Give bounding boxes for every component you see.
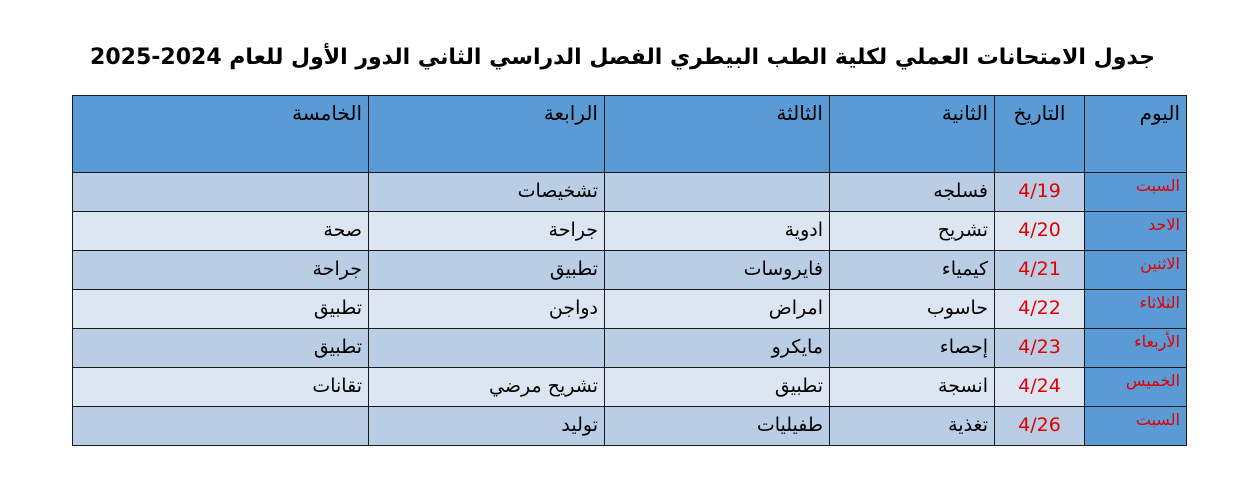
date-cell: 4/22 xyxy=(995,290,1085,329)
fifth-cell xyxy=(73,407,369,446)
fourth-cell xyxy=(369,329,605,368)
date-cell: 4/26 xyxy=(995,407,1085,446)
table-row xyxy=(73,290,1187,329)
day-cell: الثلاثاء xyxy=(1085,290,1187,329)
table-row xyxy=(73,368,1187,407)
third-cell: طفيليات xyxy=(605,407,830,446)
second-cell: كيمياء xyxy=(830,251,995,290)
table-row xyxy=(73,407,1187,446)
header-third: الثالثة xyxy=(605,96,830,173)
second-cell: إحصاء xyxy=(830,329,995,368)
fourth-cell: جراحة xyxy=(369,212,605,251)
table-header-row xyxy=(73,96,1187,173)
date-cell: 4/21 xyxy=(995,251,1085,290)
date-cell: 4/20 xyxy=(995,212,1085,251)
day-cell: السبت xyxy=(1085,407,1187,446)
second-cell: تغذية xyxy=(830,407,995,446)
table-row xyxy=(73,251,1187,290)
header-fifth: الخامسة xyxy=(73,96,369,173)
day-cell: الاثنين xyxy=(1085,251,1187,290)
fifth-cell xyxy=(73,173,369,212)
third-cell: مايكرو xyxy=(605,329,830,368)
fourth-cell: دواجن xyxy=(369,290,605,329)
third-cell: فايروسات xyxy=(605,251,830,290)
day-cell: الخميس xyxy=(1085,368,1187,407)
table-row xyxy=(73,212,1187,251)
day-cell: السبت xyxy=(1085,173,1187,212)
date-cell: 4/24 xyxy=(995,368,1085,407)
fifth-cell: تطبيق xyxy=(73,290,369,329)
header-date: التاريخ xyxy=(995,96,1085,173)
third-cell: امراض xyxy=(605,290,830,329)
table-row xyxy=(73,329,1187,368)
exam-schedule-table xyxy=(72,95,1187,446)
fifth-cell: تقانات xyxy=(73,368,369,407)
header-second: الثانية xyxy=(830,96,995,173)
fifth-cell: جراحة xyxy=(73,251,369,290)
date-cell: 4/23 xyxy=(995,329,1085,368)
table-row xyxy=(73,173,1187,212)
day-cell: الاحد xyxy=(1085,212,1187,251)
third-cell: تطبيق xyxy=(605,368,830,407)
second-cell: انسجة xyxy=(830,368,995,407)
second-cell: فسلجه xyxy=(830,173,995,212)
header-day: اليوم xyxy=(1085,96,1187,173)
second-cell: تشريح xyxy=(830,212,995,251)
fourth-cell: توليد xyxy=(369,407,605,446)
second-cell: حاسوب xyxy=(830,290,995,329)
third-cell: ادوية xyxy=(605,212,830,251)
date-cell: 4/19 xyxy=(995,173,1085,212)
day-cell: الأربعاء xyxy=(1085,329,1187,368)
page-title: جدول الامتحانات العملي لكلية الطب البيطري الفصل الدراسي الثاني الدور الأول للعام 2024-2025 xyxy=(90,45,1155,70)
fourth-cell: تشريح مرضي xyxy=(369,368,605,407)
fourth-cell: تشخيصات xyxy=(369,173,605,212)
fifth-cell: صحة xyxy=(73,212,369,251)
third-cell xyxy=(605,173,830,212)
fourth-cell: تطبيق xyxy=(369,251,605,290)
fifth-cell: تطبيق xyxy=(73,329,369,368)
header-fourth: الرابعة xyxy=(369,96,605,173)
